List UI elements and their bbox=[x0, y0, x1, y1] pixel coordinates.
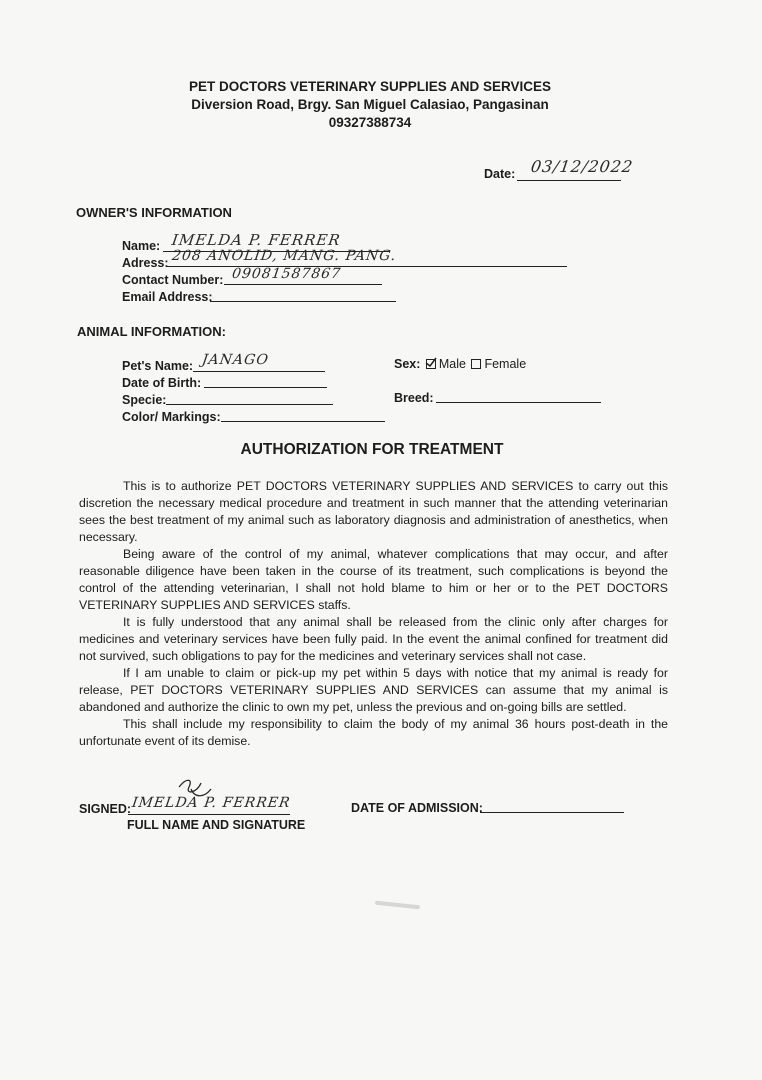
owner-section-title: OWNER'S INFORMATION bbox=[76, 205, 232, 220]
specie-line[interactable] bbox=[166, 404, 333, 405]
signed-label: SIGNED: bbox=[79, 802, 132, 816]
owner-address-value[interactable]: 208 ANOLID, MANG. PANG. bbox=[170, 248, 398, 264]
signature-scribble bbox=[175, 775, 215, 805]
male-option-label: Male bbox=[438, 357, 466, 371]
authorization-paragraph: If I am unable to claim or pick-up my pet within 5 days with notice that my animal is ready for release, PET DOCTORS VETERINARY SUPPLIES AND SERVICES can assume that my animal is abandoned and authorize the clinic to own my pet, unless the previous and on-going bills are settled. bbox=[79, 666, 668, 714]
pet-name-line bbox=[193, 371, 325, 372]
date-of-admission-label: DATE OF ADMISSION: bbox=[351, 801, 483, 815]
authorization-title: AUTHORIZATION FOR TREATMENT bbox=[240, 441, 504, 458]
signature-caption: FULL NAME AND SIGNATURE bbox=[127, 818, 306, 832]
contact-number-line bbox=[224, 284, 382, 285]
pet-name-label: Pet's Name: bbox=[122, 359, 194, 373]
date-label: Date: bbox=[484, 167, 516, 181]
authorization-paragraph: Being aware of the control of my animal, whatever complications that may occur, and after reasonable diligence have been taken in the course of its treatment, such complications is beyond the control of the attending veterinarian, I shall not hold blame to him or her or to the PET DOCTORS VETERINARY SUPPLIES AND SERVICES staffs. bbox=[79, 547, 668, 612]
contact-number-label: Contact Number: bbox=[122, 273, 224, 287]
owner-name-value[interactable]: IMELDA P. FERRER bbox=[170, 231, 342, 249]
pet-name-value[interactable]: JANAGO bbox=[200, 352, 270, 368]
company-address: Diversion Road, Brgy. San Miguel Calasiao, Pangasinan bbox=[191, 97, 549, 112]
color-markings-line[interactable] bbox=[221, 421, 385, 422]
email-line[interactable] bbox=[210, 301, 396, 302]
specie-label: Specie: bbox=[122, 393, 167, 407]
female-option-label: Female bbox=[484, 357, 527, 371]
sex-label: Sex: bbox=[394, 357, 421, 371]
female-checkbox[interactable] bbox=[471, 359, 481, 369]
checkmark-icon bbox=[425, 357, 437, 367]
breed-line[interactable] bbox=[436, 402, 601, 403]
signed-name-value[interactable]: IMELDA P. FERRER bbox=[130, 795, 292, 811]
form-header bbox=[0, 78, 740, 132]
paper-smudge bbox=[375, 901, 420, 910]
company-phone: 09327388734 bbox=[328, 115, 412, 130]
dob-label: Date of Birth: bbox=[122, 376, 202, 390]
date-of-admission-line[interactable] bbox=[480, 812, 624, 813]
sex-field bbox=[394, 357, 526, 371]
color-markings-label: Color/ Markings: bbox=[122, 410, 221, 424]
authorization-paragraph: It is fully understood that any animal shall be released from the clinic only after charges for medicines and veterinary services have been fully paid. In the event the animal confined for treatment did not survived, such obligations to pay for the medicines and veterinary services shall not case. bbox=[79, 615, 668, 663]
authorization-body bbox=[79, 478, 668, 750]
animal-section-title: ANIMAL INFORMATION: bbox=[77, 324, 226, 339]
email-label: Email Address: bbox=[122, 290, 213, 304]
owner-name-label: Name: bbox=[122, 239, 161, 253]
authorization-paragraph: This shall include my responsibility to claim the body of my animal 36 hours post-death in the unfortunate event of its demise. bbox=[79, 717, 668, 748]
signature-line bbox=[128, 814, 290, 815]
dob-line[interactable] bbox=[204, 387, 327, 388]
owner-address-label: Adress: bbox=[122, 256, 169, 270]
owner-address-line bbox=[166, 266, 567, 267]
contact-number-value[interactable]: 09081587867 bbox=[230, 266, 343, 282]
male-checkbox[interactable] bbox=[426, 359, 436, 369]
authorization-paragraph: This is to authorize PET DOCTORS VETERINARY SUPPLIES AND SERVICES to carry out this discretion the necessary medical procedure and treatment in such manner that the attending veterinarian sees the best treatment of my animal such as laboratory diagnosis and administration of anesthetics, when necessary. bbox=[79, 479, 668, 544]
breed-label: Breed: bbox=[394, 391, 434, 405]
company-name: PET DOCTORS VETERINARY SUPPLIES AND SERVICES bbox=[188, 79, 552, 94]
date-line bbox=[517, 180, 621, 181]
date-value[interactable]: 03/12/2022 bbox=[529, 157, 635, 176]
